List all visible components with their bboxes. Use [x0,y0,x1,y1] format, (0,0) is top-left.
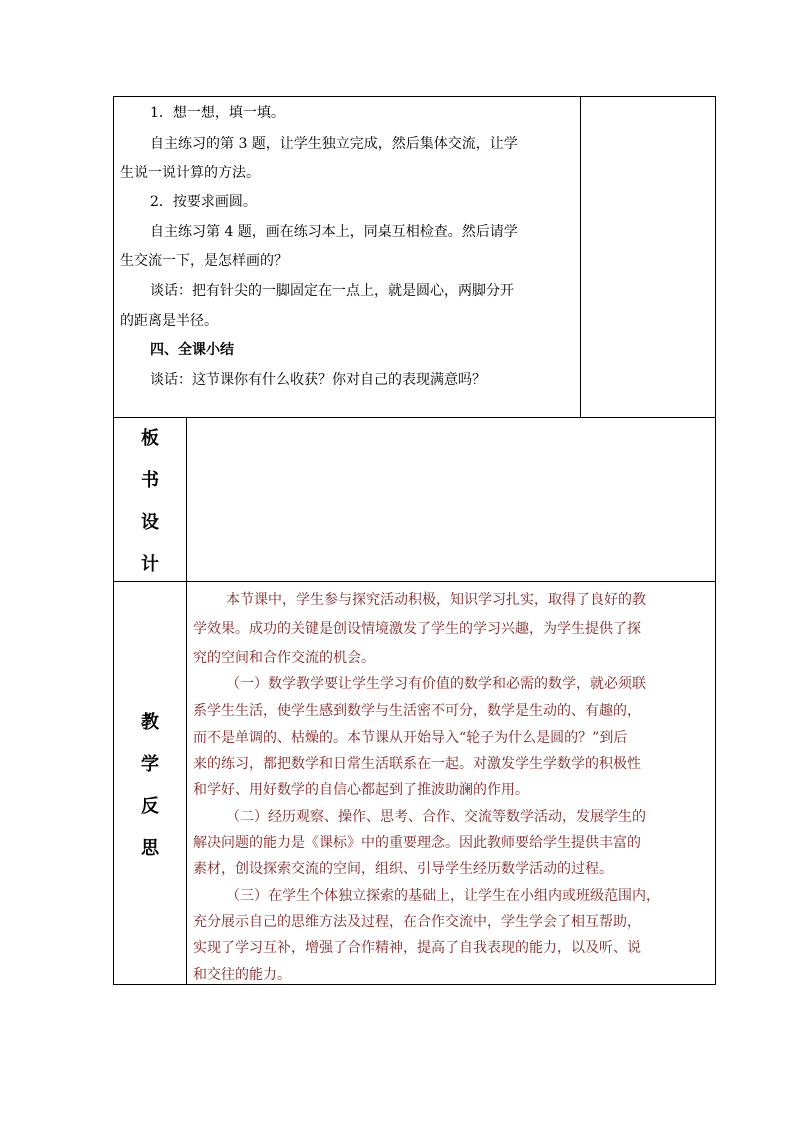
reflection-line: 系学生生活，使学生感到数学与生活密不可分，数学是生动的、有趣的， [193,703,641,719]
reflection-line: 素材，创设探索交流的空间，组织、引导学生经历数学活动的过程。 [193,861,613,877]
notes-cell [581,96,716,418]
board-design-label-char: 设 [141,512,159,533]
reflection-line: （三）在学生个体独立探索的基础上，让学生在小组内或班级范围内， [226,888,660,904]
reflection-line: 解决问题的能力是《课标》中的重要理念。因此教师要给学生提供丰富的 [193,835,641,851]
reflection-line: 本节课中，学生参与探究活动积极，知识学习扎实，取得了良好的教 [226,592,646,608]
reflection-label-cell [113,582,187,985]
reflection-label-char: 思 [141,838,159,859]
paragraph-line: 生交流一下，是怎样画的？ [120,253,288,269]
row-divider [113,417,716,418]
reflection-line: 来的练习，都把数学和日常生活联系在一起。对激发学生学数学的积极性 [193,756,641,772]
reflection-line: 充分展示自己的思维方法及过程，在合作交流中，学生学会了相互帮助， [193,914,641,930]
reflection-line: （一）数学教学要让学生学习有价值的数学和必需的数学，就必须联 [226,676,646,692]
paragraph-line: 生说一说计算的方法。 [120,165,260,181]
paragraph-line: 自主练习的第 3 题，让学生独立完成，然后集体交流，让学 [150,136,518,152]
row-divider [113,581,716,582]
reflection-label-char: 学 [141,754,159,775]
paragraph-line: 谈话：这节课你有什么收获？你对自己的表现满意吗？ [150,372,486,388]
step-1-heading: 1．想一想，填一填。 [150,105,285,121]
reflection-line: 实现了学习互补，增强了合作精神，提高了自我表现的能力，以及听、说 [193,940,641,956]
reflection-line: 和交往的能力。 [193,967,291,983]
reflection-line: 究的空间和合作交流的机会。 [193,650,375,666]
board-design-label-char: 计 [141,554,159,575]
reflection-line: 和学好、用好数学的自信心都起到了推波助澜的作用。 [193,782,529,798]
paragraph-line: 谈话：把有针尖的一脚固定在一点上，就是圆心，两脚分开 [150,283,514,299]
step-2-heading: 2．按要求画圆。 [150,194,257,210]
reflection-line: 而不是单调的、枯燥的。本节课从开始导入“轮子为什么是圆的？”到后 [193,730,628,746]
reflection-line: （二）经历观察、操作、思考、合作、交流等数学活动，发展学生的 [226,809,646,825]
board-design-label-char: 书 [141,470,159,491]
paragraph-line: 的距离是半径。 [120,313,218,329]
paragraph-line: 自主练习第 4 题，画在练习本上，同桌互相检查。然后请学 [150,224,518,240]
section-heading: 四、全课小结 [150,342,234,358]
board-design-label-char: 板 [141,428,159,449]
reflection-label-char: 反 [141,796,159,817]
reflection-line: 学效果。成功的关键是创设情境激发了学生的学习兴趣，为学生提供了探 [193,621,641,637]
reflection-label-char: 教 [141,712,159,733]
